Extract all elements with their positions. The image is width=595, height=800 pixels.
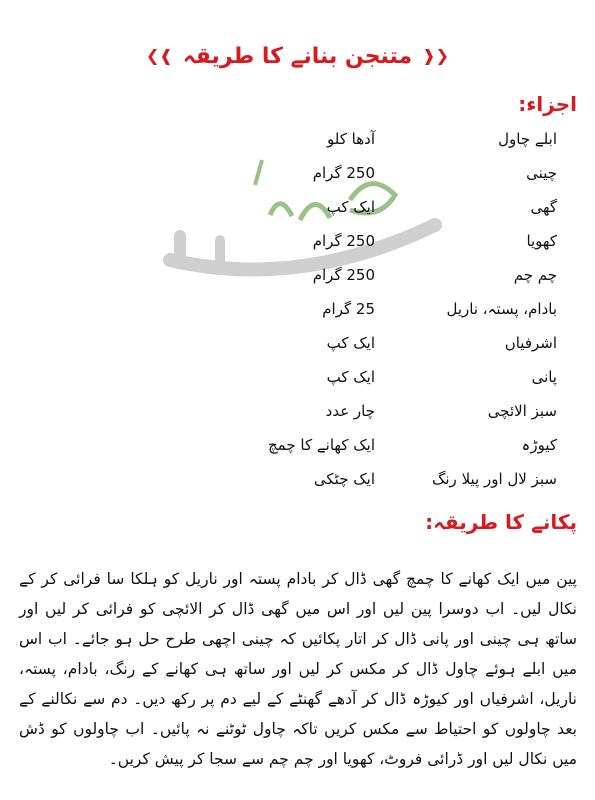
ingredient-row [0,130,595,160]
method-heading: پکانے کا طریقہ: [425,510,577,534]
ingredient-row [0,470,595,500]
ingredient-qty: ایک کپ [326,334,375,352]
ingredient-name: گھی [530,198,557,216]
ingredient-qty: ایک چٹکی [313,470,375,488]
ingredient-name: سبز لال اور پیلا رنگ [431,470,557,488]
ingredient-name: سبز الائچی [487,402,557,420]
ingredient-qty: 25 گرام [322,300,375,318]
ingredient-name: کھویا [526,232,557,250]
ingredient-row [0,402,595,432]
ingredients-heading: اجزاء: [518,92,577,116]
ingredient-name: اشرفیاں [504,334,557,352]
page-title: متنجن بنانے کا طریقہ [182,43,413,69]
ingredient-row [0,164,595,194]
ingredient-row [0,334,595,364]
ornament-right-icon: ❱❯ [422,46,449,65]
ingredient-qty: 250 گرام [312,164,375,182]
ingredient-name: چینی [526,164,557,182]
ingredient-row [0,232,595,262]
ingredient-name: پانی [531,368,557,386]
ingredient-row [0,266,595,296]
ingredient-row [0,198,595,228]
ingredient-name: ابلے چاول [498,130,557,148]
ingredient-name: چم چم [513,266,557,284]
ingredient-row [0,300,595,330]
ingredient-qty: 250 گرام [312,232,375,250]
ingredient-name: کیوڑہ [521,436,557,454]
method-paragraph: پین میں ایک کھانے کا چمچ گھی ڈال کر بادام پستہ اور ناریل کو ہلکا سا فرائی کر کے نکال لیں۔ اب دوسرا پین لیں اور اس میں گھی ڈال کر الائچی کو فرائی کر لیں اور ساتھ ہی چینی اور پانی ڈال کر اتار پکائیں کہ چینی اچھی طرح حل ہو جائے۔ اب اس میں ابلے ہوئے چاول ڈال کر مکس کر لیں اور ساتھ ہی کھانے کے رنگ، بادام، پستہ، ناریل، اشرفیاں اور کیوڑہ ڈال کر آدھے گھنٹے کے لیے دم پر رکھ دیں۔ دم سے نکالنے کے بعد چاولوں کو احتیاط سے مکس کریں تاکہ چاول ٹوٹنے نہ پائیں۔ اب چاولوں کو ڈش میں نکال لیں اور ڈرائی فروٹ، کھویا اور چم چم سے سجا کر پیش کریں۔ [19,569,577,768]
ingredient-qty: ایک کپ [326,368,375,386]
ingredient-qty: 250 گرام [312,266,375,284]
ingredient-qty: چار عدد [325,402,375,420]
ingredient-qty: آدھا کلو [327,130,375,148]
ingredient-qty: ایک کپ [326,198,375,216]
ingredient-name: بادام، پستہ، ناریل [446,300,557,318]
ornament-left-icon: ❮❰ [146,46,173,65]
title-row [0,38,595,74]
ingredient-row [0,436,595,466]
ingredient-row [0,368,595,398]
ingredient-qty: ایک کھانے کا چمچ [268,436,375,454]
